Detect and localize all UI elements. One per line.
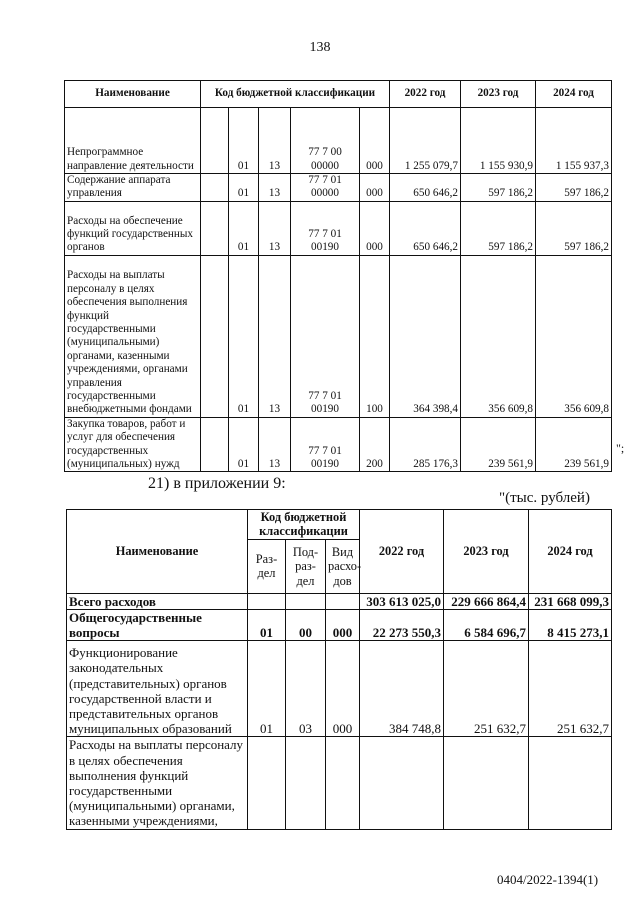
- code-razdel: 01: [248, 641, 286, 737]
- table-row: [65, 417, 612, 472]
- document-number: 0404/2022-1394(1): [497, 872, 599, 887]
- value-2024: 597 186,2: [536, 174, 612, 202]
- header-2022: 2022 год: [390, 81, 461, 108]
- code-razdel: 01: [229, 174, 259, 202]
- header-2024: 2024 год: [536, 81, 612, 108]
- units-label: "(тыс. рублей): [499, 490, 590, 506]
- code-podrazdel: [286, 737, 326, 829]
- header-code: Код бюджетной классификации: [201, 81, 390, 108]
- value-2023: 6 584 696,7: [444, 610, 529, 641]
- header-2022: 2022 год: [360, 510, 444, 594]
- code-podrazdel: 13: [259, 255, 291, 417]
- value-2024: 597 186,2: [536, 201, 612, 255]
- code-razdel: 01: [248, 610, 286, 641]
- value-2023: 1 155 930,9: [461, 108, 536, 174]
- table-row: [65, 201, 612, 255]
- header-vid: Вид расхо-дов: [326, 539, 360, 593]
- row-name: Расходы на обеспечение функций государственных органов: [65, 201, 201, 255]
- code-cell: [201, 201, 229, 255]
- table-header-row: [65, 81, 612, 108]
- row-name: Содержание аппарата управления: [65, 174, 201, 202]
- budget-table-appendix-9: [66, 509, 612, 830]
- row-name: Расходы на выплаты персоналу в целях обеспечения выполнения функций государственными (муниципальными) органами, казенными учреждениями,: [67, 737, 248, 829]
- code-razdel: 01: [229, 417, 259, 472]
- header-2024: 2024 год: [529, 510, 612, 594]
- value-2023: 251 632,7: [444, 641, 529, 737]
- code-target-article: 77 7 01 00190: [291, 201, 360, 255]
- code-cell: [201, 417, 229, 472]
- code-expense-type: 200: [360, 417, 390, 472]
- code-razdel: [248, 593, 286, 609]
- value-2022: 285 176,3: [390, 417, 461, 472]
- table-row: [65, 255, 612, 417]
- code-expense-type: 100: [360, 255, 390, 417]
- row-name: Функционирование законодательных (представительных) органов государственной власти и представительных органов муниципальных образований: [67, 641, 248, 737]
- code-podrazdel: 03: [286, 641, 326, 737]
- value-2022: 384 748,8: [360, 641, 444, 737]
- code-expense-type: [326, 737, 360, 829]
- code-podrazdel: 13: [259, 108, 291, 174]
- code-razdel: 01: [229, 201, 259, 255]
- value-2022: 650 646,2: [390, 174, 461, 202]
- code-podrazdel: 13: [259, 174, 291, 202]
- code-target-article: 77 7 01 00190: [291, 417, 360, 472]
- row-name: Расходы на выплаты персоналу в целях обеспечения выполнения функций государственными (муниципальными) органами, казенными учреждениями, органами управления государственными внебюджетными фондами: [65, 255, 201, 417]
- table-header-row: [67, 510, 612, 540]
- code-podrazdel: 13: [259, 417, 291, 472]
- code-podrazdel: 00: [286, 610, 326, 641]
- table-body: [67, 593, 612, 829]
- code-expense-type: 000: [360, 174, 390, 202]
- code-razdel: 01: [229, 255, 259, 417]
- value-2023: [444, 737, 529, 829]
- header-name: Наименование: [67, 510, 248, 594]
- header-2023: 2023 год: [461, 81, 536, 108]
- header-2023: 2023 год: [444, 510, 529, 594]
- value-2024: 251 632,7: [529, 641, 612, 737]
- value-2023: 239 561,9: [461, 417, 536, 472]
- table-row: [67, 593, 612, 609]
- table-row: [67, 641, 612, 737]
- value-2023: 597 186,2: [461, 201, 536, 255]
- value-2024: [529, 737, 612, 829]
- row-name: Непрограммное направление деятельности: [65, 108, 201, 174]
- code-target-article: 77 7 00 00000: [291, 108, 360, 174]
- code-razdel: [248, 737, 286, 829]
- header-code: Код бюджетной классификации: [248, 510, 360, 540]
- table-row: [67, 610, 612, 641]
- row-name: Общегосударственные вопросы: [67, 610, 248, 641]
- header-razdel: Раз-дел: [248, 539, 286, 593]
- code-target-article: 77 7 01 00000: [291, 174, 360, 202]
- section-heading: 21) в приложении 9:: [148, 475, 286, 492]
- code-expense-type: 000: [360, 108, 390, 174]
- row-name: Закупка товаров, работ и услуг для обеспечения государственных (муниципальных) нужд: [65, 417, 201, 472]
- value-2024: 8 415 273,1: [529, 610, 612, 641]
- value-2023: 229 666 864,4: [444, 593, 529, 609]
- page-number: 138: [309, 40, 331, 55]
- table-row: [65, 108, 612, 174]
- code-expense-type: 000: [326, 610, 360, 641]
- value-2024: 239 561,9: [536, 417, 612, 472]
- code-razdel: 01: [229, 108, 259, 174]
- code-expense-type: 000: [360, 201, 390, 255]
- value-2024: 356 609,8: [536, 255, 612, 417]
- code-target-article: 77 7 01 00190: [291, 255, 360, 417]
- code-cell: [201, 255, 229, 417]
- value-2022: [360, 737, 444, 829]
- value-2022: 364 398,4: [390, 255, 461, 417]
- code-expense-type: [326, 593, 360, 609]
- value-2024: 231 668 099,3: [529, 593, 612, 609]
- header-name: Наименование: [65, 81, 201, 108]
- value-2022: 22 273 550,3: [360, 610, 444, 641]
- code-podrazdel: 13: [259, 201, 291, 255]
- table-row: [65, 174, 612, 202]
- value-2023: 356 609,8: [461, 255, 536, 417]
- table-row: [67, 737, 612, 829]
- value-2024: 1 155 937,3: [536, 108, 612, 174]
- value-2022: 650 646,2: [390, 201, 461, 255]
- quote-closing-mark: ";: [616, 441, 625, 455]
- value-2023: 597 186,2: [461, 174, 536, 202]
- code-cell: [201, 174, 229, 202]
- code-cell: [201, 108, 229, 174]
- code-expense-type: 000: [326, 641, 360, 737]
- header-podrazdel: Под-раз-дел: [286, 539, 326, 593]
- code-podrazdel: [286, 593, 326, 609]
- row-name: Всего расходов: [67, 593, 248, 609]
- value-2022: 303 613 025,0: [360, 593, 444, 609]
- table-body: [65, 108, 612, 472]
- value-2022: 1 255 079,7: [390, 108, 461, 174]
- budget-table-top: [64, 80, 612, 472]
